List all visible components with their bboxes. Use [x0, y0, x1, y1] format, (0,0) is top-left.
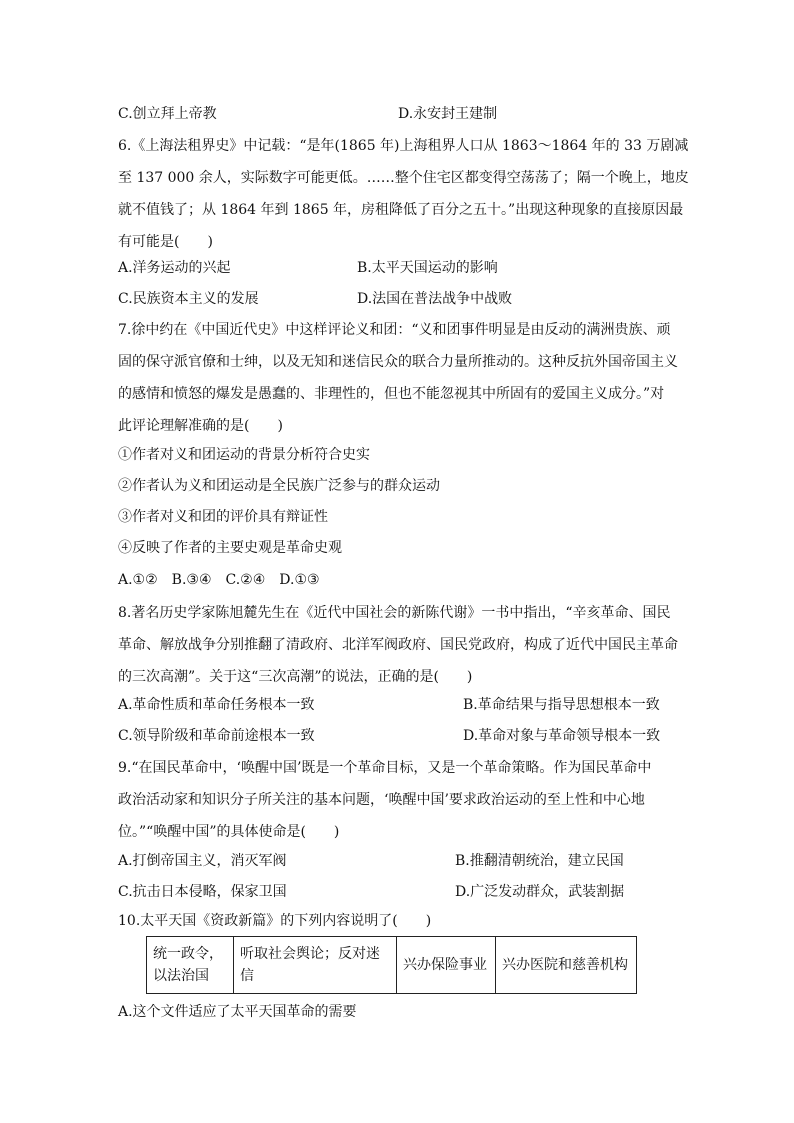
table-cell: 兴办医院和慈善机构: [496, 937, 637, 994]
q6-stem-line: 就不值钱了；从 1864 年到 1865 年，房租降低了百分之五十。”出现这种现象的直接原因最: [118, 202, 684, 218]
q8-option-c: C.领导阶级和革命前途根本一致: [118, 728, 315, 744]
q9-stem-line: 位。”“唤醒中国”的具体使命是( ): [118, 824, 340, 840]
q6-option-a: A.洋务运动的兴起: [118, 260, 231, 276]
table-cell: 听取社会舆论；反对迷信: [234, 937, 397, 994]
q7-stem: [118, 314, 678, 442]
q5-option-c: C.创立拜上帝教: [118, 106, 217, 122]
table-cell-line: 以法治国: [153, 968, 209, 984]
q6-option-c: C.民族资本主义的发展: [118, 291, 259, 307]
q6-stem-line: 6.《上海法租界史》中记载：“是年(1865 年)上海租界人口从 1863～1864 年的 33 万剧减: [118, 138, 689, 154]
q8-option-b: B.革命结果与指导思想根本一致: [463, 697, 660, 713]
q9-option-d: D.广泛发动群众，武装割据: [455, 884, 625, 900]
table-cell: [147, 937, 234, 994]
q8-stem-line: 8.著名历史学家陈旭麓先生在《近代中国社会的新陈代谢》一书中指出，“辛亥革命、国民: [118, 605, 671, 621]
table-cell-line: 统一政令，: [153, 946, 223, 962]
q6-option-d: D.法国在普法战争中战败: [357, 291, 513, 307]
q7-statement-4: ④反映了作者的主要史观是革命史观: [118, 540, 342, 556]
q8-stem-line: 革命、解放战争分别推翻了清政府、北洋军阀政府、国民党政府，构成了近代中国民主革命: [118, 637, 678, 653]
q8-stem-line: 的三次高潮”。关于这“三次高潮”的说法，正确的是( ): [118, 669, 473, 685]
q6-stem-line: 至 137 000 余人，实际数字可能更低。……整个住宅区都变得空荡荡了；隔一个晚上，地皮: [118, 170, 689, 186]
q7-stem-line: 的感情和愤怒的爆发是愚蠢的、非理性的，但也不能忽视其中所固有的爱国主义成分。”对: [118, 386, 665, 402]
table-row: [147, 937, 637, 994]
q7-statement-3: ③作者对义和团的评价具有辩证性: [118, 509, 328, 525]
q10-option-a: A.这个文件适应了太平天国革命的需要: [118, 1004, 357, 1020]
q6-stem: [118, 130, 689, 258]
q10-content-table: [146, 936, 637, 994]
q7-options: A.①② B.③④ C.②④ D.①③: [118, 572, 320, 588]
q7-stem-line: 7.徐中约在《中国近代史》中这样评论义和团：“义和团事件明显是由反动的满洲贵族、顽: [118, 322, 671, 338]
q10-stem: 10.太平天国《资政新篇》的下列内容说明了( ): [118, 913, 432, 929]
q8-option-d: D.革命对象与革命领导根本一致: [463, 728, 661, 744]
q8-stem: [118, 597, 678, 693]
q7-stem-line: 此评论理解准确的是( ): [118, 418, 283, 434]
q9-stem-line: 政治活动家和知识分子所关注的基本问题，‘唤醒中国’要求政治运动的至上性和中心地: [118, 792, 645, 808]
q6-stem-line: 有可能是( ): [118, 234, 213, 250]
q5-option-d: D.永安封王建制: [398, 106, 498, 122]
q6-option-b: B.太平天国运动的影响: [357, 260, 498, 276]
q7-statement-1: ①作者对义和团运动的背景分析符合史实: [118, 447, 370, 463]
q9-option-b: B.推翻清朝统治，建立民国: [455, 853, 624, 869]
q7-statement-2: ②作者认为义和团运动是全民族广泛参与的群众运动: [118, 478, 440, 494]
q8-option-a: A.革命性质和革命任务根本一致: [118, 697, 315, 713]
table-cell: 兴办保险事业: [397, 937, 496, 994]
q9-stem-line: 9.“在国民革命中，‘唤醒中国’既是一个革命目标，又是一个革命策略。作为国民革命中: [118, 760, 652, 776]
q9-option-c: C.抗击日本侵略，保家卫国: [118, 884, 287, 900]
q9-stem: [118, 752, 678, 848]
q9-option-a: A.打倒帝国主义，消灭军阀: [118, 853, 287, 869]
q7-stem-line: 固的保守派官僚和士绅，以及无知和迷信民众的联合力量所推动的。这种反抗外国帝国主义: [118, 354, 678, 370]
